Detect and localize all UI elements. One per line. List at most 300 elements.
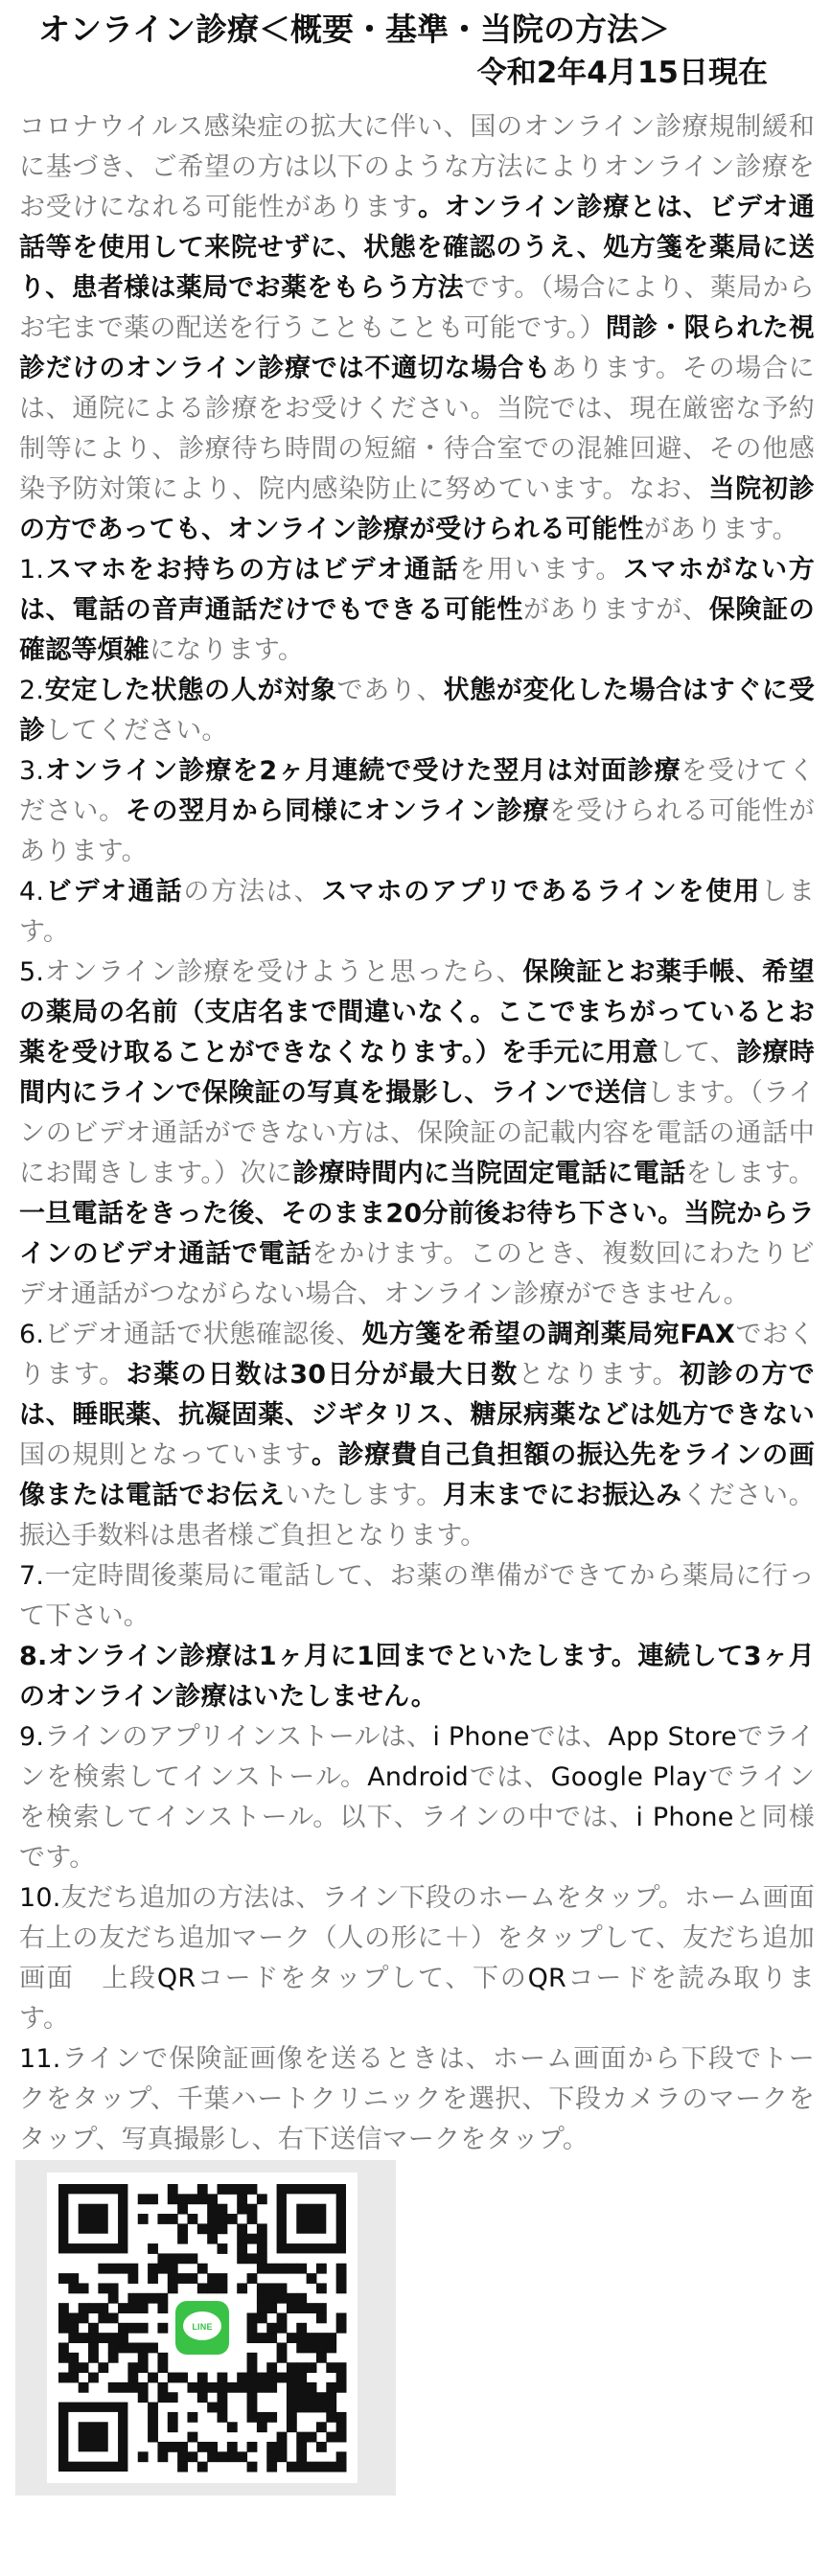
qr-module: [148, 2422, 158, 2432]
qr-module: [296, 2382, 307, 2393]
text-run: Google Play: [550, 1762, 707, 1792]
qr-module: [187, 2382, 197, 2393]
qr-module: [168, 2422, 178, 2432]
qr-module: [187, 2214, 197, 2224]
qr-module: [227, 2214, 238, 2224]
qr-module: [98, 2312, 108, 2323]
text-run: 当院初診の方であっても、オンライン診療が受けられる可能性: [19, 474, 815, 544]
text-run: の方法は、: [183, 877, 322, 907]
qr-module: [138, 2392, 149, 2403]
qr-module: [157, 2264, 168, 2274]
item-2: [19, 671, 815, 751]
qr-module: [168, 2184, 178, 2195]
text-run: あります。その場合には、通院による診療をお受けください。当院では、現在厳密な予約制等により、診療待ち時間の短縮・待合室での混雑回避、その他感染予防対策により、院内感染防止に努めています。なお、: [19, 354, 815, 504]
qr-module: [287, 2264, 297, 2274]
text-run: 。診療費自己負担額の振込先をラインの画像または電話でお伝え: [19, 1440, 815, 1510]
qr-module: [218, 2412, 228, 2423]
qr-module: [108, 2283, 119, 2293]
qr-module: [197, 2373, 208, 2383]
qr-module: [296, 2343, 307, 2354]
qr-module: [247, 2253, 258, 2264]
qr-module: [177, 2194, 188, 2204]
qr-module: [187, 2412, 197, 2423]
item-4: [19, 872, 815, 953]
qr-module: [257, 2382, 267, 2393]
qr-module: [307, 2362, 317, 2373]
qr-module: [266, 2264, 277, 2274]
qr-module: [296, 2323, 307, 2334]
text-run: 3.: [19, 756, 45, 786]
qr-module: [277, 2432, 288, 2443]
qr-module: [79, 2303, 89, 2313]
qr-module: [68, 2312, 79, 2323]
text-run: であり、: [336, 676, 444, 705]
qr-module: [98, 2283, 108, 2293]
qr-module: [287, 2412, 297, 2423]
text-run: ラインのアプリインストールは、: [44, 1722, 433, 1752]
item-7: [19, 1556, 815, 1637]
qr-module: [257, 2243, 267, 2254]
qr-module: [218, 2392, 228, 2403]
qr-module: [148, 2243, 158, 2254]
text-run: 。オンライン診療とは、ビデオ通話等を使用して来院せずに、状態を確認のうえ、処方箋を薬局に送り、患者様は薬局でお薬をもらう方法: [19, 193, 815, 303]
qr-module: [68, 2333, 79, 2343]
qr-module: [197, 2382, 208, 2393]
qr-module: [266, 2362, 277, 2373]
qr-module: [296, 2333, 307, 2343]
qr-module: [336, 2412, 347, 2423]
text-run: コードを読み取ります。: [19, 1964, 815, 2034]
qr-module: [68, 2283, 79, 2293]
qr-module: [138, 2343, 149, 2354]
text-run: Android: [367, 1762, 469, 1792]
qr-module: [168, 2442, 178, 2452]
qr-module: [187, 2273, 197, 2284]
qr-module: [237, 2451, 247, 2462]
qr-module: [296, 2451, 307, 2462]
qr-module: [207, 2223, 218, 2234]
qr-module: [296, 2403, 307, 2413]
text-run: 1.: [19, 555, 45, 585]
qr-module: [218, 2273, 228, 2284]
item-10: [19, 1878, 815, 2039]
qr-module: [58, 2343, 69, 2354]
qr-module: [197, 2184, 208, 2195]
qr-module: [336, 2312, 347, 2323]
qr-module: [157, 2214, 168, 2224]
qr-module: [79, 2283, 89, 2293]
qr-module: [218, 2204, 228, 2215]
qr-module: [197, 2442, 208, 2452]
qr-module: [316, 2462, 327, 2472]
qr-module: [187, 2253, 197, 2264]
text-run: 10.: [19, 1883, 61, 1913]
qr-module: [127, 2273, 138, 2284]
qr-module: [307, 2273, 317, 2284]
qr-module: [168, 2392, 178, 2403]
text-run: App Store: [608, 1722, 737, 1752]
qr-module: [138, 2214, 149, 2224]
qr-module: [148, 2412, 158, 2423]
item-9: [19, 1717, 815, 1878]
qr-module: [237, 2204, 247, 2215]
qr-module: [266, 2462, 277, 2472]
qr-module: [316, 2312, 327, 2323]
qr-code-image: [15, 2160, 396, 2496]
document-body: [19, 107, 816, 2332]
qr-module: [336, 2283, 347, 2293]
qr-module: [257, 2253, 267, 2264]
qr-module: [98, 2333, 108, 2343]
text-run: 処方箋を希望の調剤薬局宛FAX: [361, 1320, 736, 1349]
qr-module: [257, 2412, 267, 2423]
qr-module: [58, 2373, 69, 2383]
qr-module: [287, 2362, 297, 2373]
qr-module: [277, 2323, 288, 2334]
text-run: 5.: [19, 957, 45, 987]
qr-module: [157, 2293, 168, 2304]
qr-module: [257, 2223, 267, 2234]
qr-module: [88, 2333, 99, 2343]
qr-module: [218, 2223, 228, 2234]
qr-module: [287, 2422, 297, 2432]
text-run: となります。: [518, 1360, 681, 1390]
qr-module: [237, 2223, 247, 2234]
qr-module: [157, 2362, 168, 2373]
text-run: を用います。: [459, 555, 624, 585]
qr-finder-inner: [296, 2204, 326, 2234]
item-1: [19, 550, 815, 671]
qr-module: [247, 2353, 258, 2363]
qr-module: [307, 2303, 317, 2313]
qr-module: [326, 2343, 336, 2354]
qr-module: [227, 2382, 238, 2393]
qr-module: [336, 2373, 347, 2383]
qr-module: [157, 2382, 168, 2393]
qr-module: [247, 2333, 258, 2343]
text-run: になります。: [150, 635, 305, 665]
qr-module: [277, 2312, 288, 2323]
text-run: ビデオ通話で状態確認後、: [44, 1320, 362, 1349]
text-run: 一定時間後薬局に電話して、お薬の準備ができてから薬局に行って下さい。: [19, 1561, 815, 1631]
qr-module: [108, 2264, 119, 2274]
text-run: その翌月から同様にオンライン診療: [125, 796, 550, 826]
text-run: と同様です。: [19, 1803, 816, 1873]
qr-module: [168, 2283, 178, 2293]
qr-module: [237, 2243, 247, 2254]
qr-finder-inner: [79, 2422, 108, 2451]
text-run: 7.: [19, 1561, 45, 1591]
qr-module: [177, 2442, 188, 2452]
qr-module: [316, 2403, 327, 2413]
qr-module: [237, 2234, 247, 2244]
qr-module: [197, 2264, 208, 2274]
text-run: 友だち追加の方法は、ライン下段のホームをタップ。ホーム画面右上の友だち追加マーク（人の形に＋）をタップして、友だち追加画面 上段: [19, 1883, 815, 1993]
qr-module: [58, 2353, 69, 2363]
qr-module: [287, 2462, 297, 2472]
qr-module: [118, 2264, 128, 2274]
text-run: コロナウイルス感染症の拡大に伴い、国のオンライン診療規制緩和に基づき、ご希望の方は以下のような方法によりオンライン診療をお受けになれる可能性があります: [19, 112, 815, 222]
qr-module: [218, 2283, 228, 2293]
qr-module: [127, 2303, 138, 2313]
qr-module: [247, 2373, 258, 2383]
text-run: 9.: [19, 1722, 45, 1752]
qr-module: [177, 2373, 188, 2383]
qr-module: [79, 2333, 89, 2343]
text-run: 月末までにお振込み: [442, 1481, 682, 1510]
qr-module: [127, 2382, 138, 2393]
qr-module: [247, 2392, 258, 2403]
qr-module: [257, 2264, 267, 2274]
qr-module: [58, 2273, 69, 2284]
text-run: 初診の方では、睡眠薬、抗凝固薬、ジギタリス、糖尿病薬などは処方できない: [19, 1360, 816, 1430]
qr-module: [296, 2432, 307, 2443]
qr-module: [266, 2293, 277, 2304]
text-run: があります。: [643, 515, 798, 544]
qr-module: [326, 2462, 336, 2472]
item-8: [19, 1637, 815, 1717]
qr-module: [168, 2264, 178, 2274]
qr-module: [108, 2333, 119, 2343]
qr-module: [266, 2451, 277, 2462]
qr-module: [68, 2323, 79, 2334]
qr-module: [88, 2373, 99, 2383]
qr-module: [247, 2312, 258, 2323]
qr-module: [296, 2293, 307, 2304]
text-run: ラインで保険証画像を送るときは、ホーム画面から下段でトークをタップ、千葉ハートクリニックを選択、下段カメラのマークをタップ、写真撮影し、右下送信マークをタップ。: [19, 2044, 815, 2154]
qr-module: [336, 2273, 347, 2284]
qr-module: [326, 2362, 336, 2373]
qr-module: [296, 2462, 307, 2472]
qr-module: [257, 2303, 267, 2313]
qr-module: [168, 2373, 178, 2383]
qr-module: [287, 2392, 297, 2403]
text-run: 11.: [19, 2044, 61, 2074]
qr-module: [277, 2343, 288, 2354]
qr-module: [266, 2373, 277, 2383]
qr-module: [177, 2223, 188, 2234]
qr-module: [247, 2442, 258, 2452]
qr-module: [247, 2362, 258, 2373]
qr-module: [336, 2451, 347, 2462]
text-run: 状態が変化した場合はすぐに受診: [19, 676, 815, 746]
qr-module: [287, 2333, 297, 2343]
qr-module: [296, 2442, 307, 2452]
qr-module: [247, 2323, 258, 2334]
qr-module: [307, 2392, 317, 2403]
qr-module: [227, 2442, 238, 2452]
qr-module: [68, 2273, 79, 2284]
text-run: いたします。: [285, 1481, 443, 1510]
item-5: [19, 953, 815, 1315]
qr-module: [108, 2312, 119, 2323]
qr-module: [68, 2373, 79, 2383]
qr-module: [197, 2392, 208, 2403]
qr-module: [177, 2462, 188, 2472]
qr-module: [277, 2293, 288, 2304]
text-run: します。: [19, 877, 815, 947]
text-run: では、: [529, 1722, 609, 1752]
qr-module: [58, 2303, 69, 2313]
qr-module: [138, 2303, 149, 2313]
qr-module: [118, 2333, 128, 2343]
text-run: がありますが、: [522, 595, 709, 625]
qr-module: [336, 2323, 347, 2334]
text-run: 8.: [19, 1642, 48, 1671]
qr-module: [207, 2214, 218, 2224]
qr-module: [98, 2303, 108, 2313]
qr-module: [58, 2323, 69, 2334]
qr-module: [157, 2253, 168, 2264]
qr-module: [277, 2283, 288, 2293]
line-qr-code: [15, 2160, 396, 2496]
qr-module: [88, 2353, 99, 2363]
qr-module: [207, 2382, 218, 2393]
text-run: スマホをお持ちの方はビデオ通話: [44, 555, 460, 585]
qr-module: [247, 2204, 258, 2215]
qr-module: [266, 2283, 277, 2293]
qr-module: [207, 2403, 218, 2413]
qr-module: [307, 2403, 317, 2413]
qr-module: [336, 2432, 347, 2443]
qr-module: [336, 2422, 347, 2432]
qr-module: [316, 2303, 327, 2313]
qr-module: [227, 2451, 238, 2462]
qr-module: [177, 2273, 188, 2284]
qr-module: [157, 2451, 168, 2462]
qr-module: [88, 2303, 99, 2313]
text-run: オンライン診療は1ヶ月に1回までといたします。連続して3ヶ月のオンライン診療はいたしません。: [19, 1642, 815, 1712]
qr-module: [287, 2373, 297, 2383]
qr-module: [157, 2392, 168, 2403]
qr-module: [326, 2432, 336, 2443]
qr-module: [207, 2273, 218, 2284]
qr-module: [168, 2273, 178, 2284]
text-run: してください。: [45, 716, 228, 746]
qr-module: [277, 2264, 288, 2274]
text-run: を受けてください。: [19, 756, 816, 826]
qr-module: [307, 2432, 317, 2443]
text-run: 保険証の確認等煩雑: [19, 595, 815, 665]
qr-module: [148, 2403, 158, 2413]
item-6: [19, 1315, 815, 1556]
qr-module: [148, 2343, 158, 2354]
qr-module: [138, 2353, 149, 2363]
qr-module: [237, 2373, 247, 2383]
qr-module: [207, 2194, 218, 2204]
qr-module: [257, 2283, 267, 2293]
qr-module: [237, 2382, 247, 2393]
qr-module: [127, 2373, 138, 2383]
qr-module: [277, 2451, 288, 2462]
qr-module: [138, 2194, 149, 2204]
qr-module: [287, 2403, 297, 2413]
qr-module: [207, 2234, 218, 2244]
qr-module: [257, 2234, 267, 2244]
qr-module: [247, 2184, 258, 2195]
qr-module: [336, 2264, 347, 2274]
qr-module: [296, 2373, 307, 2383]
qr-module: [296, 2392, 307, 2403]
qr-module: [197, 2462, 208, 2472]
qr-module: [138, 2293, 149, 2304]
qr-module: [108, 2293, 119, 2304]
qr-module: [187, 2432, 197, 2443]
intro-paragraph: [19, 107, 815, 550]
qr-module: [307, 2343, 317, 2354]
text-run: 問診・限られた視診だけのオンライン診療では不適切な場合も: [19, 313, 815, 383]
qr-module: [227, 2422, 238, 2432]
qr-module: [316, 2283, 327, 2293]
text-run: 6.: [19, 1320, 45, 1349]
qr-module: [177, 2253, 188, 2264]
qr-module: [138, 2362, 149, 2373]
qr-module: [157, 2442, 168, 2452]
qr-module: [118, 2382, 128, 2393]
text-run: 診療時間内にラインで保険証の写真を撮影し、ラインで送信: [19, 1038, 815, 1108]
qr-module: [277, 2442, 288, 2452]
qr-module: [88, 2343, 99, 2354]
qr-module: [227, 2184, 238, 2195]
qr-module: [316, 2333, 327, 2343]
qr-module: [277, 2353, 288, 2363]
qr-module: [197, 2223, 208, 2234]
qr-module: [98, 2264, 108, 2274]
qr-module: [58, 2312, 69, 2323]
qr-module: [118, 2323, 128, 2334]
qr-module: [187, 2194, 197, 2204]
qr-module: [187, 2451, 197, 2462]
qr-module: [218, 2243, 228, 2254]
qr-module: [108, 2343, 119, 2354]
qr-module: [336, 2382, 347, 2393]
text-run: 保険証とお薬手帳、希望の薬局の名前（支店名まで間違いなく。ここでまちがっているとお薬を受け取ることができなくなります。）を手元に用意: [19, 957, 816, 1068]
qr-module: [247, 2403, 258, 2413]
text-run: です。（場合により、薬局からお宅まで薬の配送を行うこともことも可能です。）: [19, 273, 815, 343]
qr-module: [296, 2264, 307, 2274]
qr-module: [148, 2273, 158, 2284]
qr-module: [148, 2293, 158, 2304]
text-run: 一旦電話をきった後、そのまま20分前後お待ち下さい。当院からラインのビデオ通話で電話: [19, 1199, 815, 1269]
qr-module: [266, 2323, 277, 2334]
item-3: [19, 751, 815, 872]
qr-module: [266, 2303, 277, 2313]
qr-module: [168, 2412, 178, 2423]
qr-module: [316, 2264, 327, 2274]
line-logo-text: LINE: [192, 2322, 213, 2332]
text-run: コードをタップして、下の: [196, 1964, 528, 1993]
qr-module: [98, 2362, 108, 2373]
qr-module: [247, 2273, 258, 2284]
qr-module: [218, 2184, 228, 2195]
qr-module: [157, 2353, 168, 2363]
qr-module: [127, 2323, 138, 2334]
qr-module: [247, 2214, 258, 2224]
qr-module: [307, 2462, 317, 2472]
text-run: 診療時間内に当院固定電話に電話: [292, 1159, 686, 1188]
qr-module: [68, 2362, 79, 2373]
qr-module: [127, 2362, 138, 2373]
text-run: 2.: [19, 676, 45, 705]
qr-module: [237, 2283, 247, 2293]
page-title: オンライン診療＜概要・基準・当院の方法＞: [38, 11, 671, 48]
qr-module: [237, 2194, 247, 2204]
qr-module: [148, 2264, 158, 2274]
qr-module: [326, 2333, 336, 2343]
qr-module: [68, 2353, 79, 2363]
qr-module: [207, 2283, 218, 2293]
qr-module: [316, 2422, 327, 2432]
